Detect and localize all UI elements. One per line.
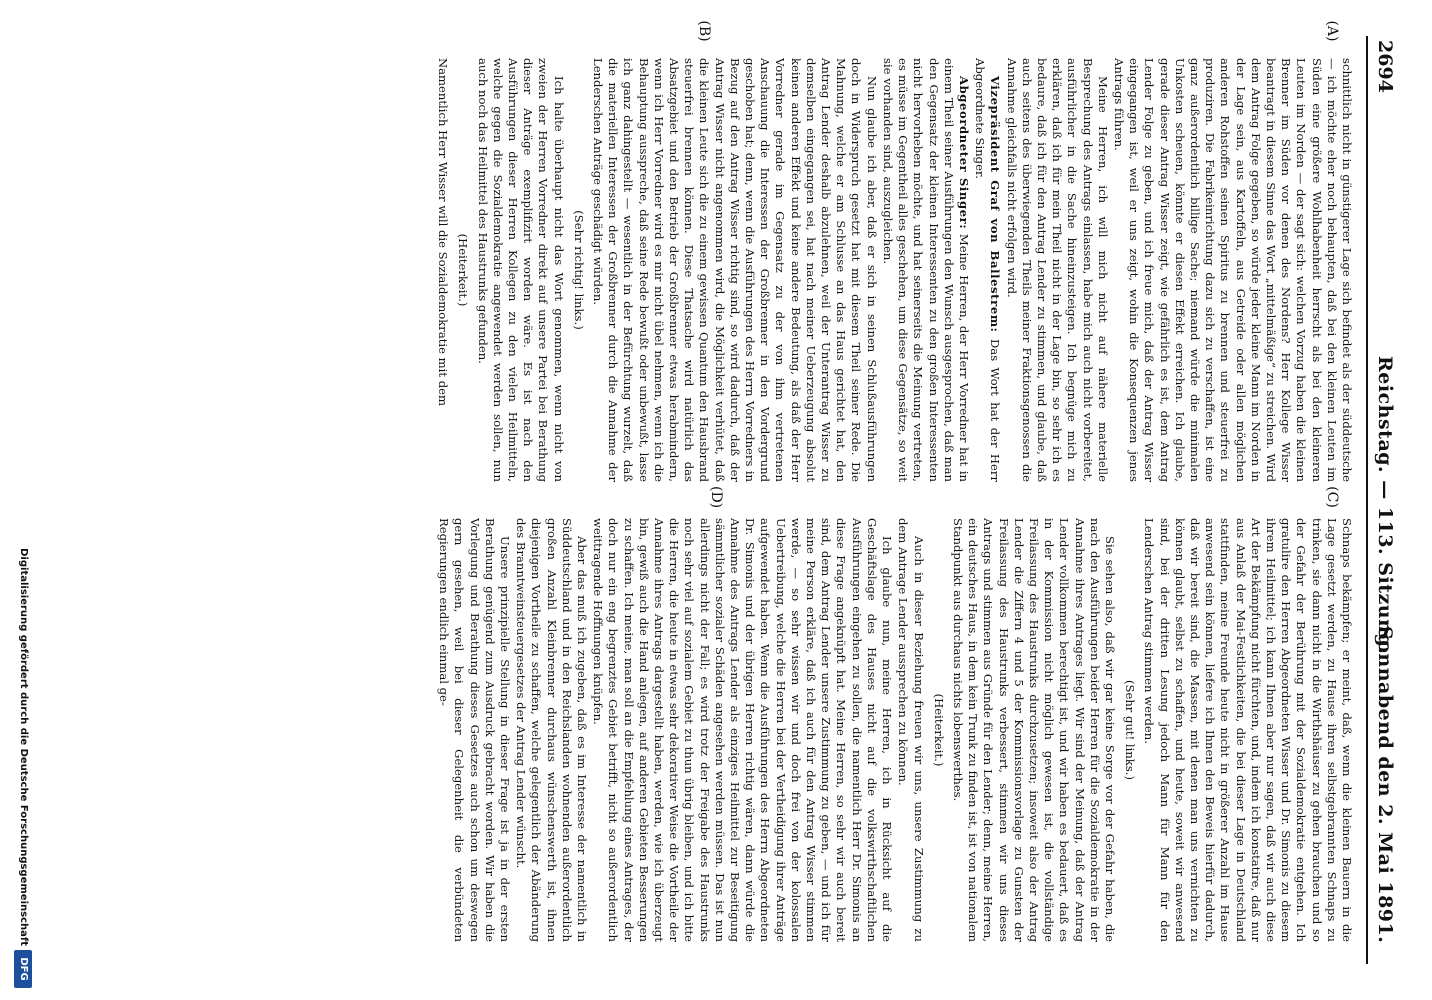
speaker-name: Vizepräsident Graf von Ballestrem: — [988, 76, 1003, 333]
paragraph: Nun glaube ich aber, daß er sich in seinen Schlußausführungen doch in Widerspruch gesetzt hat mit diesem Theil seiner Rede. Die Mahnung, welche er am Schlusse an das Haus gerichtet hat, den Antrag Lender deshalb abzulehnen, weil der Unterantrag Wisser zu demselben eingegangen sei, hat nach meiner Ueberzeugung absolut keinen anderen Effekt und keine andere Bedeutung, als daß der Herr Vorredner gerade im Gegensatz zu der von ihm vertretenen Anschauung die Interessen der Großbrenner in den Vordergrund geschoben hat; denn, wenn die Ausführungen des Herrn Vorredners in Bezug auf den Antrag Wisser richtig sind, so wird dadurch, daß der Antrag Wisser nicht angenommen wird, die Möglichkeit verhütet, daß die kleinen Leute sich die zu einem gewissen Quantum den Hausbrand steuerfrei brennen können. Diese Thatsache wird natürlich das Absatzgebiet und den Betrieb der Großbrenner etwas herabmindern, wenn ich Herr Vorredner wird es mir nicht übel nehmen, wenn ich die Behauptung ausspreche, daß seine Rede bewußt oder unbewußt, lasse ich ganz dahingestellt — wesentlich in der Befürchtung wurzelt, daß die materiellen Interessen der Großbrenner durch die Annahme der Lenderschen Anträge geschädigt würden. — [591, 58, 879, 482]
dfg-logo: DFG — [14, 950, 32, 988]
speaker-paragraph — [880, 58, 971, 482]
paragraph: Sie sehen also, daß wir gar keine Sorge vor der Gefahr haben, die nach den Ausführungen beider Herren für die Sozialdemokratie in der Annahme ihres Antrages liegt. Wir sind der Meinung, daß der Antrag Lender vollkommen berechtigt ist, und wir haben es bedauert, daß es in der Kommission nicht möglich gewesen ist, die vollständige Freilassung des Haustrunks durchzusetzen; insoweit also der Antrag Lender die Ziffern 4 und 5 der Kommissionsvorlage zu Gunsten der Freilassung des Haustrunks verbessert, stimmen wir uns dieses Antrags und stimmen aus Gründe für den Lender; denn, meine Herren, ein deutsches Haus, in dem kein Trunk zu finden ist, ist von nationalem Standpunkt aus durchaus nichts lobenswerthes. — [950, 518, 1117, 942]
running-title: Reichstag. — 113. Sitzung. — [1374, 356, 1396, 655]
speech-text: Meine Herren, der Herr Vorredner hat in einem Theil seiner Ausführungen den Wunsch ausgesprochen, daß man den Gegensatz der kleinen Interessenten zu den großen Interessenten nicht hervorheben möchte, und hat seinerseits die Meinung vertreten, es müsse im Gegentheil alles geschehen, um diese Gegensätze, so weit sie vorhanden sind, auszugleichen. — [880, 58, 971, 482]
speaker-name: Abgeordneter Singer: — [956, 76, 971, 230]
margin-marker-b: (B) — [696, 20, 712, 42]
paragraph: Ich glaube nun, meine Herren, ich in Rücksicht auf die Geschäftslage des Hauses nicht auf die volkswirthschaftlichen Ausführungen eingehen zu sollen, die namentlich Herr Dr. Simonis an diese Frage angeknüpft hat. Meine Herren, so sehr wir auch bereit sind, dem Antrag Lender unsere Zustimmung zu geben, — und ich für meine Person erkläre, daß ich auch für den Antrag Wisser stimmen werde, — so sehr wissen wir und doch frei von der kolossalen Uebertreibung, welche die Herren bei der Vertheidigung ihrer Anträge aufgewendet haben. Wenn die Ausführungen des Herrn Abgeordneten Dr. Simonis und der übrigen Herren richtig wären, dann würde die Annahme des Antrags Lender als einziges Heilmittel zur Beseitigung sämmtlicher sozialer Schäden angesehen werden müssen. Das ist nun allerdings nicht der Fall; es wird trotz der Freigabe des Haustrunks noch sehr viel auf sozialem Gebiet zu thun übrig bleiben, und ich bitte die Herren, die heute in etwas sehr dekorativer Weise die Vortheile der Annahme ihres Antrags dargestellt haben, werden, wie ich überzeugt bin, gewiß auch die Hand anlegen, auf anderen Gebieten Besserungen zu schaffen. Ich meine, man soll an die Empfehlung eines Antrages, der doch nur ein eng begrenztes Gebiet betrifft, nicht so außerordentlich weittragende Hoffnungen knüpfen. — [591, 518, 895, 942]
right-column — [40, 518, 1354, 942]
attribution-strip — [10, 470, 34, 990]
session-date: Sonnabend den 2. Mai 1891. — [1374, 626, 1396, 944]
speaker-paragraph — [972, 58, 1002, 482]
paragraph: Aber das muß ich zugeben, daß es im Interesse der namentlich in Süddeutschland und in den Reichslanden wohnenden außerordentlich großen Anzahl Kleinbrenner durchaus wünschenswerth ist, ihnen diejenigen Vortheile zu schaffen, welche gelegentlich der Abänderung des Branntweinsteuergesetzes der Antrag Lender wünscht. — [514, 518, 590, 942]
margin-marker-d: (D) — [708, 486, 724, 509]
margin-marker-a: (A) — [1324, 20, 1340, 42]
margin-marker-c: (C) — [1324, 486, 1340, 508]
paragraph: Schnaps bekämpfen; er meint, daß, wenn die kleinen Bauern in die Lage gesetzt werden, zu Hause ihren selbstgebrannten Schnaps zu trinken, sie dann nicht in die Wirthshäuser zu gehen brauchen und so der Gefahr der Berührung mit der Sozialdemokratie entgehen. Ich gratulire den Herren Abgeordneten Wisser und Dr. Simonis zu diesem ihrem Heilmittel; ich kann Ihnen aber nur sagen, daß wir auch diese Art der Bekämpfung nicht fürchten, und, indem ich konstatire, daß nur aus Anlaß der Mai-Festlichkeiten, die bei dieser Lage in Deutschland stattfinden, meine Freunde heute nicht in größerer Anzahl im Hause anwesend sein können, liefere ich Ihnen den Beweis hierfür dadurch, daß wir bereit sind, die Massen, mit denen man uns vernichten zu können glaubt, selbst zu schaffen, und heute, soweit wir anwesend sind, bei der dritten Lesung jedoch Mann für Mann für den Lenderschen Antrag stimmen werden. — [1142, 518, 1354, 942]
paragraph: Unsere prinzipielle Stellung in dieser Frage ist ja in der ersten Berathung genügend zum Ausdruck gebracht worden. Wir haben die Vorlegung und Berathung dieses Gesetzes auch schon um deswegen gern gesehen, weil bei dieser Gelegenheit die verbündeten Regierungen endlich einmal ge- — [437, 518, 513, 942]
paragraph: schnittlich nicht in günstigerer Lage sich befindet als der süddeutsche — ich möchte eher noch behaupten, daß bei den kleinen Leuten im Süden eine größere Wohlhabenheit herrscht als bei den kleineren Leuten im Norden — der sagt sich: welchen Vorzug haben die kleinen Brenner im Süden vor denen des Nordens? Herr Kollege Wisser beantragt in diesem Sinne das Wort „mittelmäßige“ zu streichen. Wird dem Antrag Folge gegeben, so würde jeder kleine Mann im Norden in der Lage sein, aus Kartoffeln, aus Getreide oder allen möglichen anderen Rohstoffen seinen Spiritus zu brennen und steuerfrei zu produziren. Die Fabrikeinrichtung dazu sich zu verschaffen, ist eine ganz außerordentlich billige Sache; niemand würde die minimalen Unkosten scheuen, könnte er diesen Effekt erreichen. Ich glaube, gerade dieser Antrag Wisser zeigt, wie gefährlich es ist, dem Antrag Lender Folge zu geben, und ich freue mich, daß der Antrag Wisser eingegangen ist, weil er uns zeigt, wohin die Konsequenzen jenes Antrags führen. — [1111, 58, 1354, 482]
speech-text: Das Wort hat der Herr Abgeordnete Singer. — [973, 58, 1003, 482]
audience-reaction: (Heiterkeit.) — [456, 233, 471, 307]
audience-reaction: (Heiterkeit.) — [931, 693, 946, 767]
left-column — [40, 58, 1354, 482]
page-number: 2694 — [1374, 40, 1396, 93]
audience-reaction: (Sehr richtig! links.) — [571, 210, 586, 330]
paragraph: Auch in dieser Beziehung freuen wir uns, unsere Zustimmung zu dem Antrage Lender aussprechen zu können. — [896, 518, 926, 942]
paragraph: Namentlich Herr Wisser will die Sozialdemokratie mit dem — [436, 58, 451, 406]
attribution-text: Digitalisierung gefördert durch die Deutsche Forschungsgemeinschaft — [18, 548, 29, 946]
paragraph: Meine Herren, ich will mich nicht auf nähere materielle Besprechung des Antrags einlassen, habe mich auch nicht vorbereitet, ausführlicher in die Sache hineinzusteigen. Ich begnüge mich zu erklären, daß ich für mein Theil nicht in der Lage bin, so sehr ich es bedaure, daß ich für den Antrag Lender zu stimmen, und glaube, daß auch seitens des überwiegenden Theils meiner Fraktionsgenossen die Annahme gleichfalls nicht erfolgen wird. — [1004, 58, 1110, 482]
audience-reaction: (Sehr gut! links.) — [1123, 680, 1138, 780]
paragraph: Ich halte überhaupt nicht das Wort genommen, wenn nicht von zweien der Herren Vorredner direkt auf unsere Partei bei Berathung dieser Anträge exemplifizirt worden wäre. Es ist nach den Ausführungen dieser Herren Kollegen zu den vielen Heilmitteln, welche gegen die Sozialdemokratie angewendet werden sollen, nun auch noch das Heilmittel des Haustrunks gefunden. — [475, 58, 566, 482]
page-header — [1366, 36, 1402, 964]
